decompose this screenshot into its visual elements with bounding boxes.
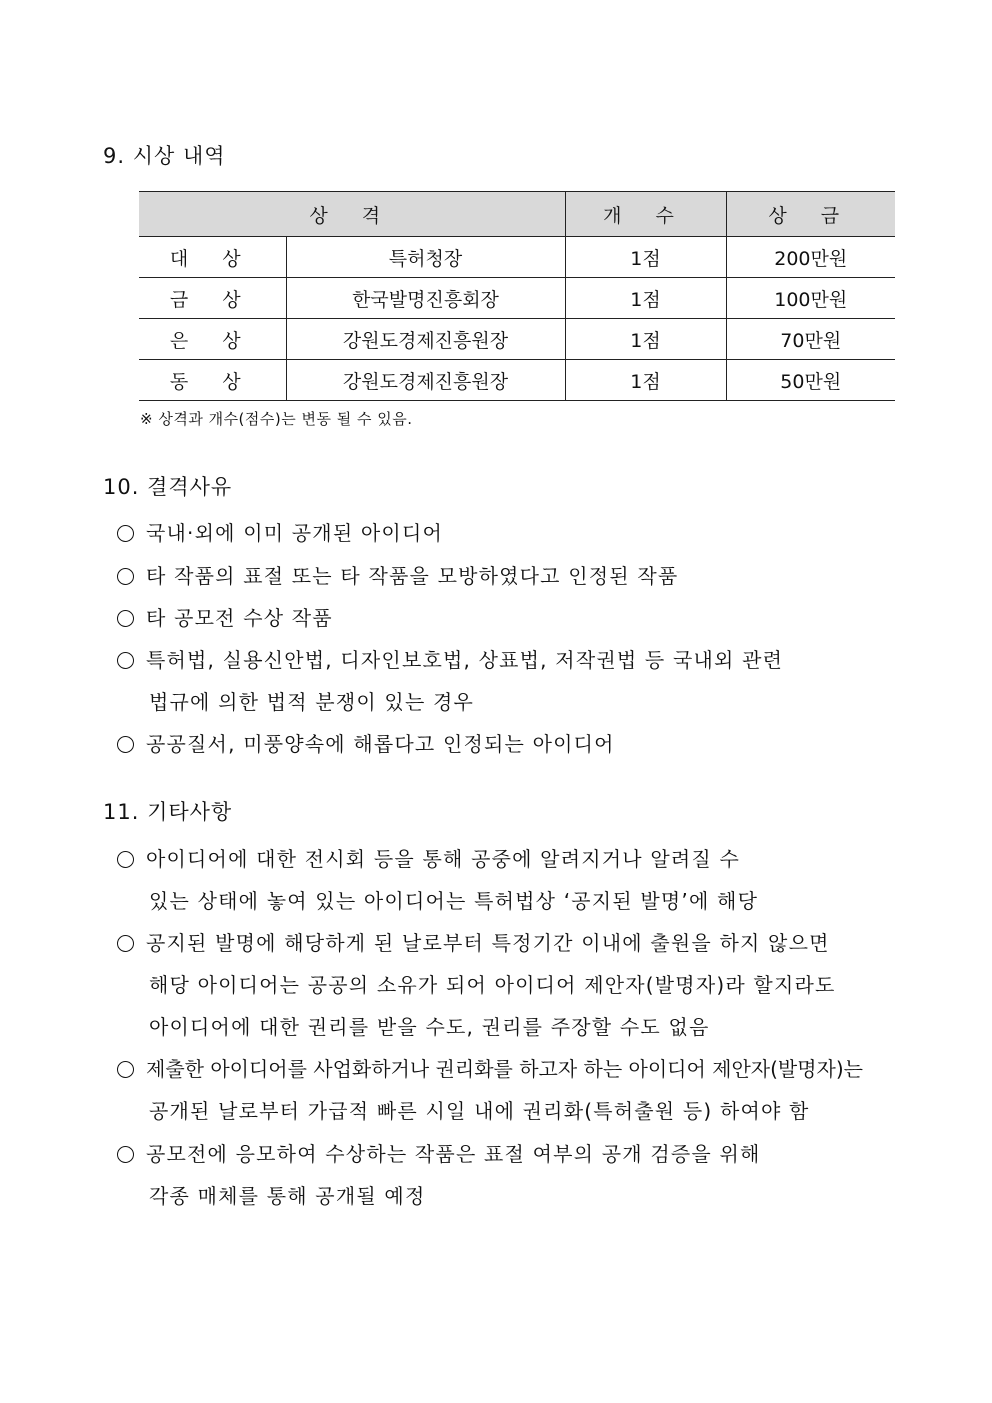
cell-award-name: 특허청장 <box>286 237 565 278</box>
list-item <box>117 602 333 631</box>
cell-count: 1점 <box>565 360 726 401</box>
table-row <box>139 319 895 360</box>
cell-award-name: 강원도경제진흥원장 <box>286 360 565 401</box>
list-item-text: 공모전에 응모하여 수상하는 작품은 표절 여부의 공개 검증을 위해 <box>146 1142 761 1166</box>
list-item <box>117 843 740 872</box>
list-item-text: 공공질서, 미풍양속에 해롭다고 인정되는 아이디어 <box>146 732 615 756</box>
list-item <box>117 927 830 956</box>
header-rank: 상 격 <box>139 192 565 237</box>
table-row <box>139 237 895 278</box>
section-heading-disqualification: 10. 결격사유 <box>103 475 233 499</box>
list-item <box>117 1138 761 1167</box>
circle-bullet-icon <box>117 851 134 868</box>
section-heading-other-notes: 11. 기타사항 <box>103 800 233 824</box>
circle-bullet-icon <box>117 1061 134 1078</box>
list-item <box>117 728 615 757</box>
cell-count: 1점 <box>565 237 726 278</box>
section-heading-awards: 9. 시상 내역 <box>103 144 226 168</box>
list-item <box>117 644 783 673</box>
list-item-text: 타 작품의 표절 또는 타 작품을 모방하였다고 인정된 작품 <box>146 564 679 588</box>
list-item-continuation: 해당 아이디어는 공공의 소유가 되어 아이디어 제안자(발명자)라 할지라도 <box>149 973 836 997</box>
list-item-text: 아이디어에 대한 전시회 등을 통해 공중에 알려지거나 알려질 수 <box>146 847 740 871</box>
cell-count: 1점 <box>565 278 726 319</box>
list-item-continuation: 있는 상태에 놓여 있는 아이디어는 특허법상 ‘공지된 발명’에 해당 <box>149 889 759 913</box>
list-item <box>117 1053 863 1082</box>
circle-bullet-icon <box>117 736 134 753</box>
circle-bullet-icon <box>117 652 134 669</box>
list-item-text: 타 공모전 수상 작품 <box>146 606 333 630</box>
list-item-text: 특허법, 실용신안법, 디자인보호법, 상표법, 저작권법 등 국내외 관련 <box>146 648 784 672</box>
header-amount: 상 금 <box>726 192 895 237</box>
table-row <box>139 360 895 401</box>
list-item-text: 국내·외에 이미 공개된 아이디어 <box>146 521 443 545</box>
prize-table <box>139 191 895 401</box>
cell-amount: 200만원 <box>726 237 895 278</box>
table-row <box>139 278 895 319</box>
list-item-text: 제출한 아이디어를 사업화하거나 권리화를 하고자 하는 아이디어 제안자(발명자)는 <box>146 1057 863 1081</box>
cell-rank: 금 상 <box>139 278 286 319</box>
list-item <box>117 517 443 546</box>
cell-count: 1점 <box>565 319 726 360</box>
cell-rank: 은 상 <box>139 319 286 360</box>
circle-bullet-icon <box>117 1146 134 1163</box>
prize-table-header-row <box>139 192 895 237</box>
cell-amount: 100만원 <box>726 278 895 319</box>
list-item-continuation: 법규에 의한 법적 분쟁이 있는 경우 <box>149 690 475 714</box>
list-item <box>117 560 678 589</box>
cell-award-name: 강원도경제진흥원장 <box>286 319 565 360</box>
list-item-text: 공지된 발명에 해당하게 된 날로부터 특정기간 이내에 출원을 하지 않으면 <box>146 931 830 955</box>
header-count: 개 수 <box>565 192 726 237</box>
cell-amount: 70만원 <box>726 319 895 360</box>
cell-amount: 50만원 <box>726 360 895 401</box>
cell-rank: 동 상 <box>139 360 286 401</box>
circle-bullet-icon <box>117 935 134 952</box>
circle-bullet-icon <box>117 568 134 585</box>
list-item-continuation: 아이디어에 대한 권리를 받을 수도, 권리를 주장할 수도 없음 <box>149 1015 710 1039</box>
prize-table-note: ※ 상격과 개수(점수)는 변동 될 수 있음. <box>140 410 413 428</box>
circle-bullet-icon <box>117 525 134 542</box>
cell-rank: 대 상 <box>139 237 286 278</box>
cell-award-name: 한국발명진흥회장 <box>286 278 565 319</box>
list-item-continuation: 공개된 날로부터 가급적 빠른 시일 내에 권리화(특허출원 등) 하여야 함 <box>149 1099 810 1123</box>
list-item-continuation: 각종 매체를 통해 공개될 예정 <box>149 1184 426 1208</box>
circle-bullet-icon <box>117 610 134 627</box>
